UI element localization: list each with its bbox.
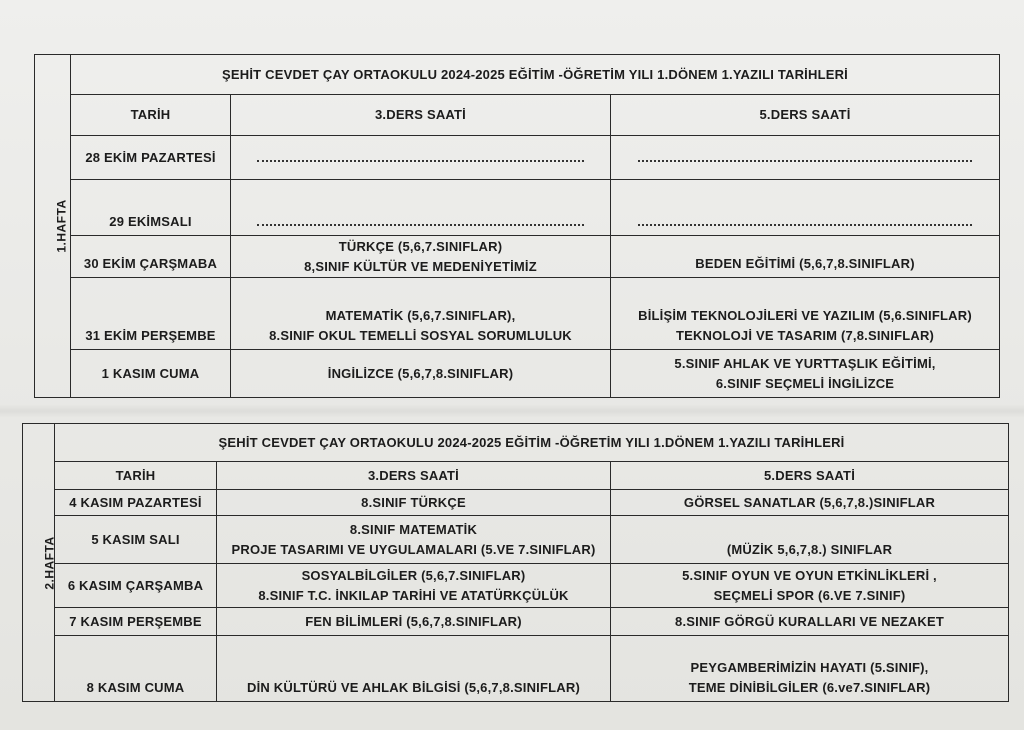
- week1-row2-date: 29 EKİMSALI: [71, 180, 231, 236]
- week1-header-col5: 5.DERS SAATİ: [611, 95, 1000, 136]
- week2-row4-col5: 8.SINIF GÖRGÜ KURALLARI VE NEZAKET: [611, 608, 1009, 636]
- week2-row2-col3: 8.SINIF MATEMATİK PROJE TASARIMI VE UYGULAMALARI (5.VE 7.SINIFLAR): [217, 516, 611, 564]
- week2-header-col3: 3.DERS SAATİ: [217, 462, 611, 490]
- week1-row5-col3: İNGİLİZCE (5,6,7,8.SINIFLAR): [231, 350, 611, 398]
- week1-header-col3: 3.DERS SAATİ: [231, 95, 611, 136]
- week2-row1-col3: 8.SINIF TÜRKÇE: [217, 490, 611, 516]
- week1-row4-col5: BİLİŞİM TEKNOLOJİLERİ VE YAZILIM (5,6.SINIFLAR) TEKNOLOJİ VE TASARIM (7,8.SINIFLAR): [611, 278, 1000, 350]
- week1-row3-col3: TÜRKÇE (5,6,7.SINIFLAR) 8,SINIF KÜLTÜR VE MEDENİYETİMİZ: [231, 236, 611, 278]
- dotted-line: [257, 154, 583, 162]
- week1-row5-date: 1 KASIM CUMA: [71, 350, 231, 398]
- week2-row2-date: 5 KASIM SALI: [55, 516, 217, 564]
- paper-fold-shadow: [0, 404, 1024, 418]
- week1-header-date: TARİH: [71, 95, 231, 136]
- week1-row2-col5-blank: [611, 180, 1000, 236]
- week2-row3-col3: SOSYALBİLGİLER (5,6,7.SINIFLAR) 8.SINIF T.C. İNKILAP TARİHİ VE ATATÜRKÇÜLÜK: [217, 564, 611, 608]
- dotted-line: [638, 218, 972, 226]
- week1-row1-col5-blank: [611, 136, 1000, 180]
- week2-row1-col5: GÖRSEL SANATLAR (5,6,7,8.)SINIFLAR: [611, 490, 1009, 516]
- week1-row4-col3: MATEMATİK (5,6,7.SINIFLAR), 8.SINIF OKUL TEMELLİ SOSYAL SORUMLULUK: [231, 278, 611, 350]
- week1-label-cell: [35, 55, 71, 398]
- week1-row4-date: 31 EKİM PERŞEMBE: [71, 278, 231, 350]
- week2-row5-col5: PEYGAMBERİMİZİN HAYATI (5.SINIF), TEME DİNİBİLGİLER (6.ve7.SINIFLAR): [611, 636, 1009, 702]
- week2-row3-col5: 5.SINIF OYUN VE OYUN ETKİNLİKLERİ , SEÇMELİ SPOR (6.VE 7.SINIF): [611, 564, 1009, 608]
- week1-row5-col5: 5.SINIF AHLAK VE YURTTAŞLIK EĞİTİMİ, 6.SINIF SEÇMELİ İNGİLİZCE: [611, 350, 1000, 398]
- week2-title: ŞEHİT CEVDET ÇAY ORTAOKULU 2024-2025 EĞİTİM -ÖĞRETİM YILI 1.DÖNEM 1.YAZILI TARİHLERİ: [55, 424, 1009, 462]
- week2-row5-date: 8 KASIM CUMA: [55, 636, 217, 702]
- week2-header-col5: 5.DERS SAATİ: [611, 462, 1009, 490]
- week1-row3-date: 30 EKİM ÇARŞMABA: [71, 236, 231, 278]
- week2-row3-date: 6 KASIM ÇARŞAMBA: [55, 564, 217, 608]
- week2-header-date: TARİH: [55, 462, 217, 490]
- week2-row2-col5: (MÜZİK 5,6,7,8.) SINIFLAR: [611, 516, 1009, 564]
- week1-row1-date: 28 EKİM PAZARTESİ: [71, 136, 231, 180]
- week2-row4-date: 7 KASIM PERŞEMBE: [55, 608, 217, 636]
- week1-schedule-table: [34, 54, 1000, 398]
- dotted-line: [638, 154, 972, 162]
- week2-schedule-table: [22, 423, 1009, 702]
- week2-label: 2.HAFTA: [42, 535, 57, 590]
- week2-label-cell: [23, 424, 55, 702]
- dotted-line: [257, 218, 583, 226]
- week1-row2-col3-blank: [231, 180, 611, 236]
- week2-row1-date: 4 KASIM PAZARTESİ: [55, 490, 217, 516]
- week1-title: ŞEHİT CEVDET ÇAY ORTAOKULU 2024-2025 EĞİTİM -ÖĞRETİM YILI 1.DÖNEM 1.YAZILI TARİHLERİ: [71, 55, 1000, 95]
- week1-row3-col5: BEDEN EĞİTİMİ (5,6,7,8.SINIFLAR): [611, 236, 1000, 278]
- week2-row4-col3: FEN BİLİMLERİ (5,6,7,8.SINIFLAR): [217, 608, 611, 636]
- week1-row1-col3-blank: [231, 136, 611, 180]
- week1-label: 1.HAFTA: [54, 199, 69, 253]
- week2-row5-col3: DİN KÜLTÜRÜ VE AHLAK BİLGİSİ (5,6,7,8.SINIFLAR): [217, 636, 611, 702]
